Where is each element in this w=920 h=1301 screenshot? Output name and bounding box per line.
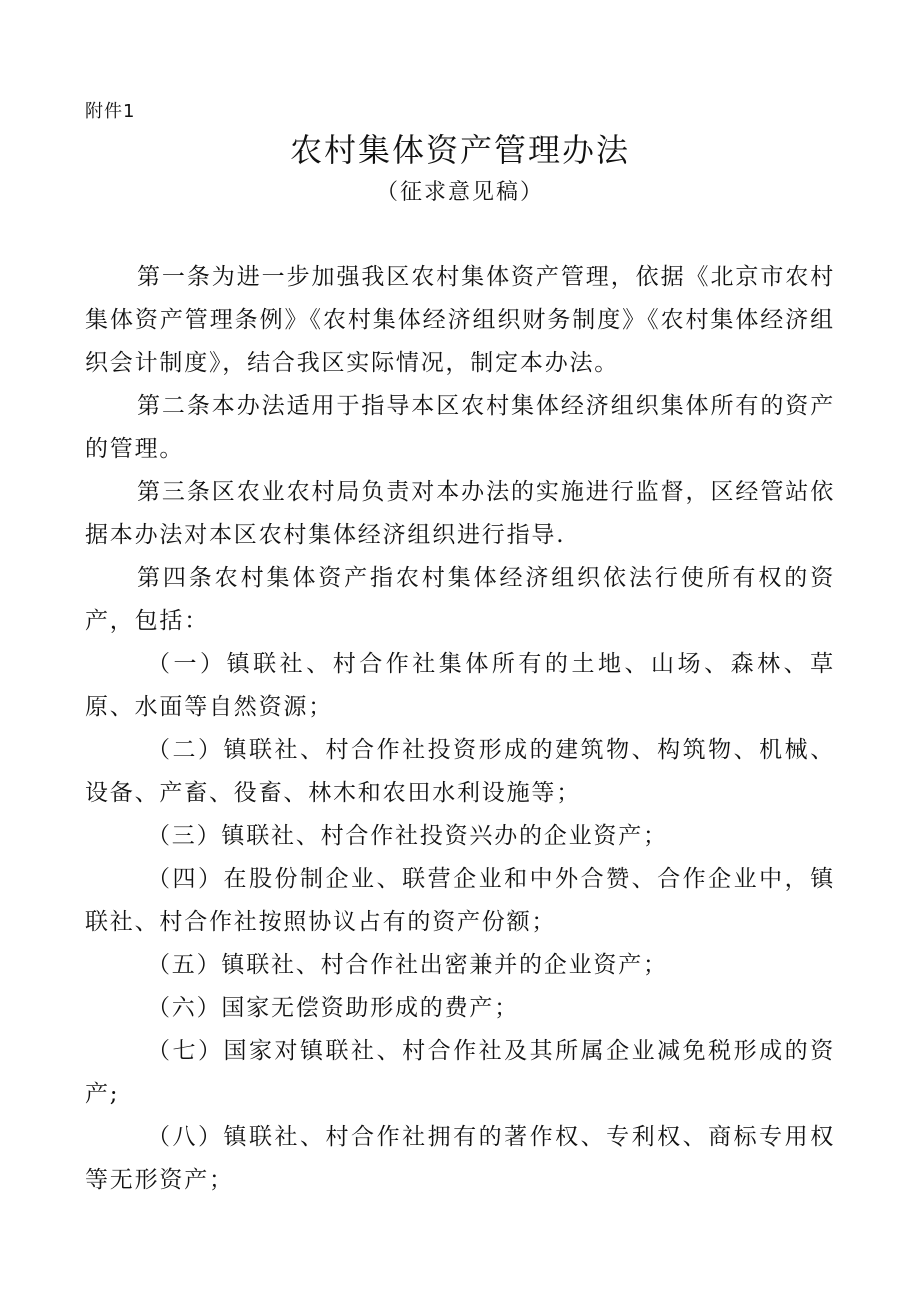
document-subtitle: （征求意见稿） (375, 180, 544, 205)
document-title: 农村集体资产管理办法 (289, 131, 630, 169)
asset-item-4: （四）在股份制企业、联营企业和中外合赞、合作企业中，镇联社、村合作社按照协议占有的资产份额； (85, 866, 835, 935)
asset-item-8: （八）镇联社、村合作社拥有的著作权、专利权、商标专用权等无形资产； (85, 1124, 835, 1193)
attachment-label: 附件1 (85, 101, 136, 122)
asset-item-6: （六）国家无偿资助形成的费产； (147, 995, 519, 1021)
document-body (85, 256, 835, 1202)
asset-item-7: （七）国家对镇联社、村合作社及其所属企业减免税形成的资产; (85, 1038, 835, 1107)
asset-item-2: （二）镇联社、村合作社投资形成的建筑物、构筑物、机械、设备、产畜、役畜、林木和农田水利设施等； (85, 737, 835, 806)
asset-item-1: （一）镇联社、村合作社集体所有的土地、山场、森林、草原、水面等自然资源； (85, 651, 835, 720)
asset-item-3: （三）镇联社、村合作社投资兴办的企业资产； (147, 823, 668, 849)
article-4: 第四条农村集体资产指农村集体经济组织依法行使所有权的资产，包括： (85, 565, 835, 634)
article-2: 第二条本办法适用于指导本区农村集体经济组织集体所有的资产的管理。 (85, 393, 835, 462)
asset-item-5: （五）镇联社、村合作社出密兼并的企业资产； (147, 952, 668, 978)
article-1: 第一条为进一步加强我区农村集体资产管理，依据《北京市农村集体资产管理条例》《农村集体经济组织财务制度》《农村集体经济组织会计制度》，结合我区实际情况，制定本办法。 (85, 264, 835, 376)
article-3: 第三条区农业农村局负责对本办法的实施进行监督，区经管站依据本办法对本区农村集体经济组织进行指导. (85, 479, 835, 548)
